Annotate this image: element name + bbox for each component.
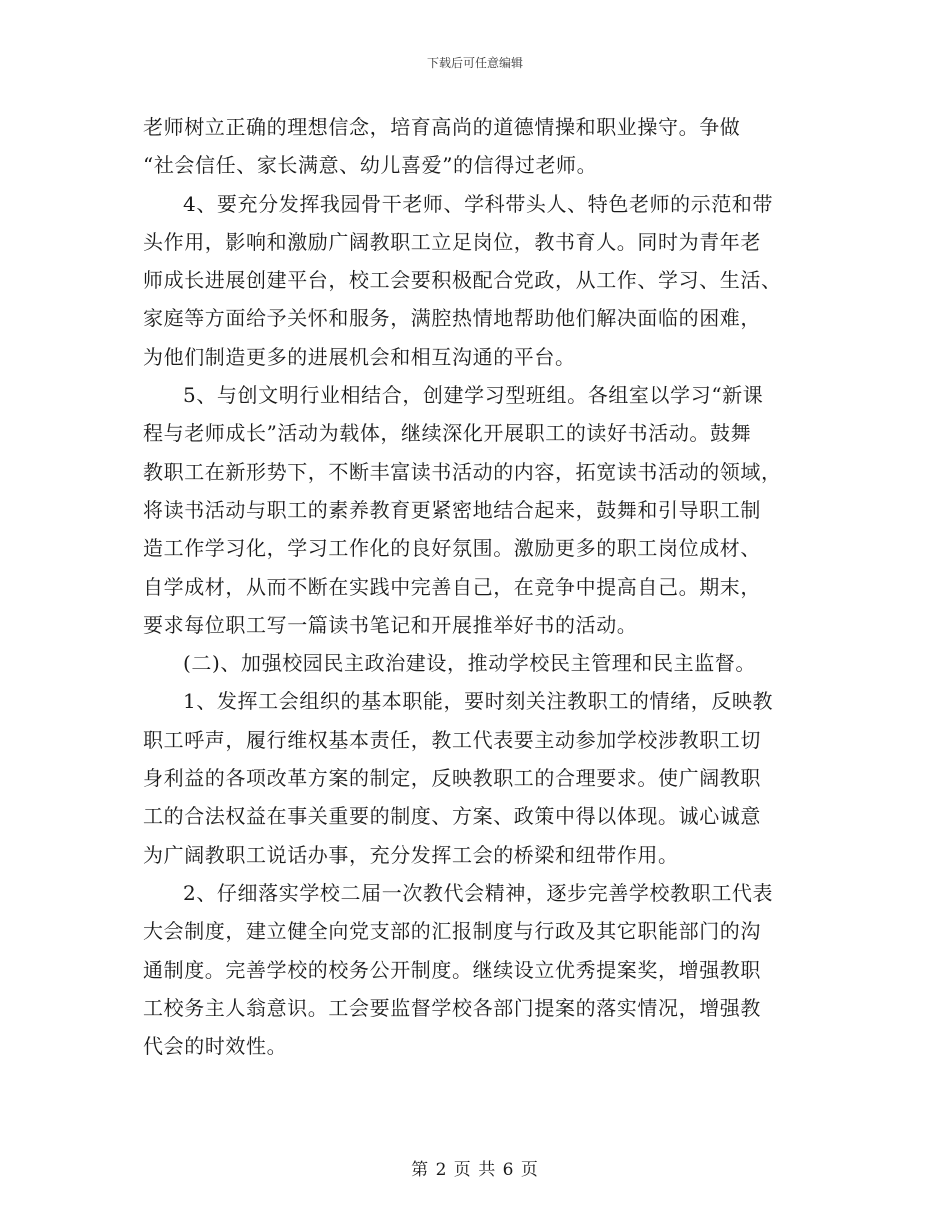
text-line: 自学成材，从而不断在实践中完善自己，在竞争中提高自己。期末， bbox=[143, 574, 761, 599]
paragraph bbox=[143, 682, 811, 873]
text-line: 为他们制造更多的进展机会和相互沟通的平台。 bbox=[143, 344, 576, 369]
text-line: 教职工在新形势下，不断丰富读书活动的内容，拓宽读书活动的领域， bbox=[143, 459, 782, 484]
paragraph bbox=[143, 185, 811, 376]
text-line: 要求每位职工写一篇读书笔记和开展推举好书的活动。 bbox=[143, 612, 638, 637]
text-line: 为广阔教职工说话办事，充分发挥工会的桥梁和纽带作用。 bbox=[143, 842, 679, 867]
page-footer: 第 2 页 共 6 页 bbox=[411, 1160, 539, 1180]
text-line: 通制度。完善学校的校务公开制度。继续设立优秀提案奖，增强教职 bbox=[143, 957, 761, 982]
paragraph bbox=[143, 376, 811, 644]
text-line: 工校务主人翁意识。工会要监督学校各部门提案的落实情况，增强教 bbox=[143, 995, 761, 1020]
text-line: 4、要充分发挥我园骨干老师、学科带头人、特色老师的示范和带 bbox=[183, 191, 774, 216]
paragraph bbox=[143, 874, 811, 1065]
text-line: 2、仔细落实学校二届一次教代会精神，逐步完善学校教职工代表 bbox=[183, 880, 774, 905]
text-line: 家庭等方面给予关怀和服务，满腔热情地帮助他们解决面临的困难， bbox=[143, 306, 761, 331]
paragraph bbox=[143, 644, 811, 682]
text-line: 造工作学习化，学习工作化的良好氛围。激励更多的职工岗位成材、 bbox=[143, 536, 761, 561]
text-line: “社会信任、家长满意、幼儿喜爱”的信得过老师。 bbox=[143, 153, 598, 178]
text-line: 身利益的各项改革方案的制定，反映教职工的合理要求。使广阔教职 bbox=[143, 766, 761, 791]
text-line: 工的合法权益在事关重要的制度、方案、政策中得以体现。诚心诚意 bbox=[143, 804, 761, 829]
paragraph bbox=[143, 108, 811, 185]
text-line: 头作用，影响和激励广阔教职工立足岗位，教书育人。同时为青年老 bbox=[143, 229, 761, 254]
text-line: 将读书活动与职工的素养教育更紧密地结合起来，鼓舞和引导职工制 bbox=[143, 497, 761, 522]
text-line: 1、发挥工会组织的基本职能，要时刻关注教职工的情绪，反映教 bbox=[183, 689, 774, 714]
text-line: 5、与创文明行业相结合，创建学习型班组。各组室以学习“新课 bbox=[183, 383, 764, 408]
text-line: 师成长进展创建平台，校工会要积极配合党政，从工作、学习、生活、 bbox=[143, 268, 782, 293]
page-header: 下载后可任意编辑 bbox=[426, 56, 523, 70]
text-line: (二)、加强校园民主政治建设，推动学校民主管理和民主监督。 bbox=[183, 651, 757, 676]
document-body bbox=[143, 108, 811, 1065]
text-line: 代会的时效性。 bbox=[143, 1034, 288, 1059]
text-line: 大会制度，建立健全向党支部的汇报制度与行政及其它职能部门的沟 bbox=[143, 919, 761, 944]
text-line: 职工呼声，履行维权基本责任，教工代表要主动参加学校涉教职工切 bbox=[143, 727, 761, 752]
text-line: 老师树立正确的理想信念，培育高尚的道德情操和职业操守。争做 bbox=[143, 115, 741, 139]
text-line: 程与老师成长”活动为载体，继续深化开展职工的读好书活动。鼓舞 bbox=[143, 421, 752, 446]
